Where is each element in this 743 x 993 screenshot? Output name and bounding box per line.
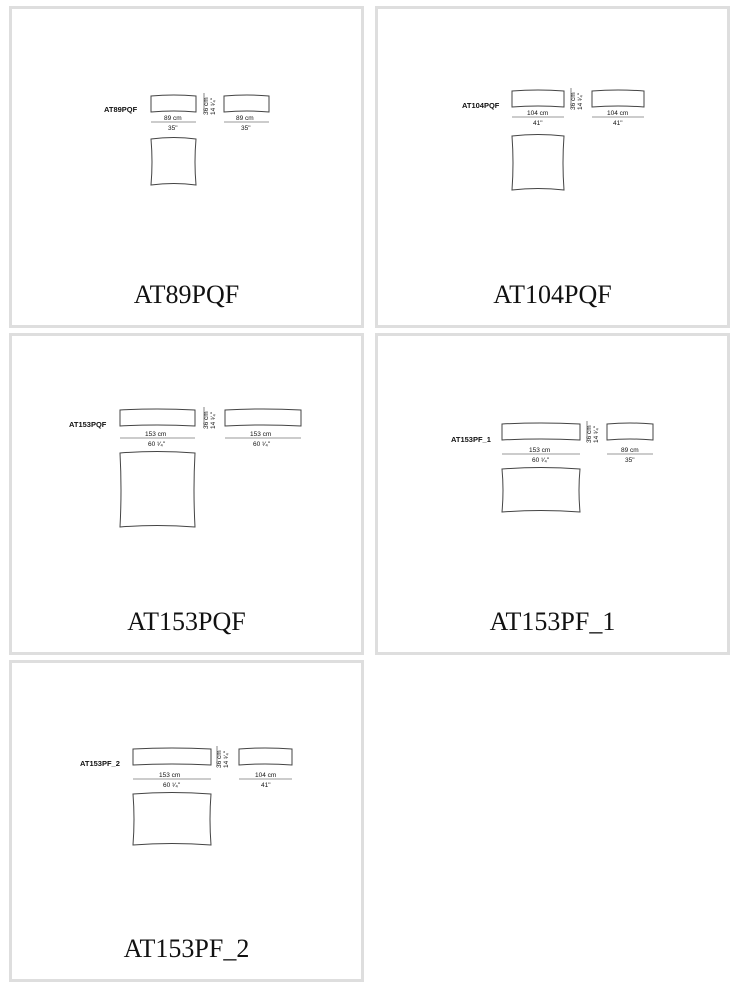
- front-a-in: 60 ¹⁄₄": [532, 457, 550, 464]
- product-code: AT153PF_2: [80, 759, 120, 768]
- front-b-in: 35": [241, 125, 251, 132]
- product-code: AT89PQF: [104, 105, 138, 114]
- front-b-cm: 89 cm: [621, 447, 639, 454]
- height-in: 14 ¹⁄₄": [577, 92, 584, 110]
- product-card-at89pqf[interactable]: [9, 6, 364, 328]
- product-title: AT153PF_2: [123, 934, 250, 963]
- front-a-cm: 89 cm: [164, 115, 182, 122]
- dimension-drawing: [378, 9, 727, 325]
- front-b-in: 41": [261, 782, 271, 789]
- product-card-at153pqf[interactable]: [9, 333, 364, 655]
- front-b-cm: 104 cm: [607, 110, 629, 117]
- product-title: AT104PQF: [493, 280, 612, 309]
- front-view-b: [225, 409, 301, 426]
- top-view: [502, 468, 580, 513]
- front-b-in: 41": [613, 120, 623, 127]
- product-code: AT153PQF: [69, 420, 107, 429]
- front-a-in: 60 ¹⁄₄": [148, 441, 166, 448]
- front-a-cm: 104 cm: [527, 110, 549, 117]
- front-b-in: 35": [625, 457, 635, 464]
- front-view-a: [502, 423, 580, 440]
- top-view: [151, 138, 196, 186]
- front-b-in: 60 ¹⁄₄": [253, 441, 271, 448]
- front-view-a: [512, 90, 564, 107]
- top-view: [133, 793, 211, 846]
- dimension-drawing: [12, 336, 361, 652]
- product-code: AT104PQF: [462, 101, 500, 110]
- height-in: 14 ¹⁄₄": [210, 97, 217, 115]
- product-code: AT153PF_1: [451, 435, 491, 444]
- front-a-in: 41": [533, 120, 543, 127]
- dimension-drawing: [12, 663, 361, 979]
- product-title: AT89PQF: [133, 280, 240, 309]
- product-title: AT153PF_1: [489, 607, 616, 636]
- product-card-at104pqf[interactable]: [375, 6, 730, 328]
- front-a-in: 35": [168, 125, 178, 132]
- height-in: 14 ¹⁄₄": [210, 411, 217, 429]
- front-b-cm: 104 cm: [255, 772, 277, 779]
- front-a-in: 60 ¹⁄₄": [163, 782, 181, 789]
- front-view-b: [239, 748, 292, 765]
- height-cm: 36 cm: [203, 411, 210, 429]
- front-a-cm: 153 cm: [145, 431, 167, 438]
- height-in: 14 ¹⁄₄": [593, 425, 600, 443]
- height-cm: 36 cm: [586, 425, 593, 443]
- front-view-a: [120, 409, 195, 426]
- product-card-at153pf-1[interactable]: [375, 333, 730, 655]
- dimension-drawing: [12, 9, 361, 325]
- front-view-a: [151, 95, 196, 112]
- height-cm: 36 cm: [203, 97, 210, 115]
- front-view-b: [607, 423, 653, 440]
- product-card-at153pf-2[interactable]: [9, 660, 364, 982]
- front-b-cm: 153 cm: [250, 431, 272, 438]
- top-view: [512, 135, 564, 191]
- dimension-drawing: [378, 336, 727, 652]
- front-view-b: [592, 90, 644, 107]
- front-view-b: [224, 95, 269, 112]
- top-view: [120, 452, 195, 528]
- product-title: AT153PQF: [127, 607, 246, 636]
- height-cm: 36 cm: [570, 92, 577, 110]
- height-in: 14 ¹⁄₄": [223, 750, 230, 768]
- height-cm: 36 cm: [216, 750, 223, 768]
- front-view-a: [133, 748, 211, 765]
- front-b-cm: 89 cm: [236, 115, 254, 122]
- front-a-cm: 153 cm: [529, 447, 551, 454]
- front-a-cm: 153 cm: [159, 772, 181, 779]
